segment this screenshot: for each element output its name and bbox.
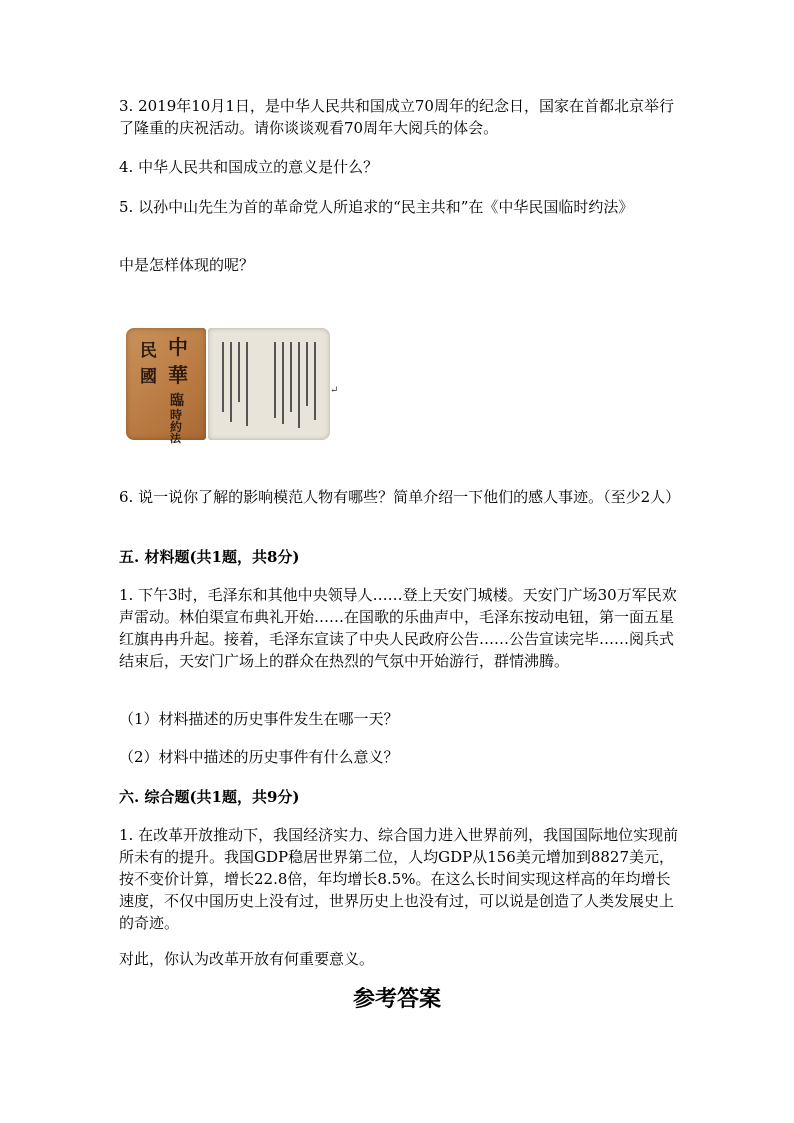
- question-4: 4. 中华人民共和国成立的意义是什么？: [119, 158, 379, 176]
- provisional-constitution-image: [126, 328, 330, 445]
- book-cover: [126, 328, 206, 445]
- text-column: [282, 342, 284, 424]
- section-5-sub-question-1: （1）材料描述的历史事件发生在哪一天？: [119, 710, 399, 728]
- text-column: [230, 342, 232, 422]
- text-column: [274, 342, 276, 418]
- text-column: [314, 342, 316, 420]
- cover-char: 中: [168, 335, 188, 359]
- section-6-title: 六. 综合题(共1题，共9分): [119, 788, 300, 806]
- cover-char: 臨: [170, 393, 184, 409]
- cover-char: 時: [170, 408, 183, 422]
- answer-heading: 参考答案: [352, 986, 441, 1012]
- text-column: [306, 342, 308, 406]
- cover-char: 民: [140, 341, 157, 361]
- section-5-title: 五. 材料题(共1题，共8分): [119, 548, 300, 566]
- section-5-sub-question-2: （2）材料中描述的历史事件有什么意义？: [119, 748, 399, 766]
- text-column: [222, 342, 224, 412]
- text-column: [298, 342, 300, 428]
- section-5-material: 1. 下午3时，毛泽东和其他中央领导人……登上天安门城楼。天安门广场30万军民欢声雷动。林伯渠宣布典礼开始……在国歌的乐曲声中，毛泽东按动电钮，第一面五星红旗冉冉升起。接着，毛泽东宣读了中央人民政府公告……公告宣读完毕……阅兵式结束后，天安门广场上的群众在热烈的气氛中开始游行，群情沸腾。: [119, 586, 677, 670]
- question-3: 3. 2019年10月1日，是中华人民共和国成立70周年的纪念日，国家在首都北京举行了隆重的庆祝活动。请你谈谈观看70周年大阅兵的体会。: [119, 97, 674, 137]
- question-5-line-1: 5. 以孙中山先生为首的革命党人所追求的“民主共和”在《中华民国临时约法》: [119, 198, 634, 216]
- cover-char: 約: [170, 420, 183, 434]
- question-5-line-2: 中是怎样体现的呢？: [119, 256, 255, 274]
- cover-char: 華: [168, 363, 188, 387]
- book-inner-page: [208, 328, 330, 440]
- section-6-question: 对此，你认为改革开放有何重要意义。: [119, 950, 375, 968]
- question-6: 6. 说一说你了解的影响模范人物有哪些？简单介绍一下他们的感人事迹。（至少2人）: [119, 488, 681, 506]
- anchor-mark-icon: ↵: [330, 385, 339, 396]
- cover-char: 國: [140, 367, 157, 387]
- section-6-material: 1. 在改革开放推动下，我国经济实力、综合国力进入世界前列，我国国际地位实现前所未有的提升。我国GDP稳居世界第二位，人均GDP从156美元增加到8827美元，按不变价计算，增长22.8倍，年均增长8.5%。在这么长时间实现这样高的年均增长速度，不仅中国历史上没有过，世界历史上也没有过，可以说是创造了人类发展史上的奇迹。: [119, 826, 679, 932]
- text-column: [238, 342, 240, 402]
- cover-char: 法: [170, 432, 181, 445]
- text-column: [246, 342, 248, 426]
- text-column: [290, 342, 292, 412]
